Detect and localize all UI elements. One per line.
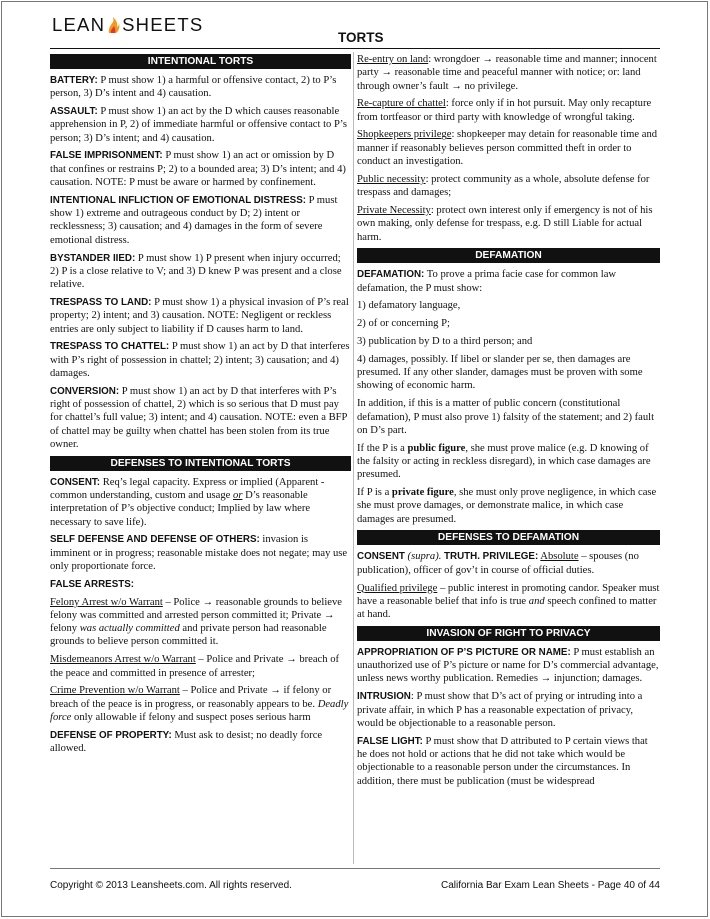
consent-text-1: Req’s legal capacity. Express or implied (Apparent - common understanding, custom and usage: [50, 476, 325, 502]
appropriation-label: APPROPRIATION OF P’S PICTURE OR NAME:: [357, 646, 571, 658]
qualified-privilege-title: Qualified privilege: [357, 582, 438, 594]
felony-arrest-paragraph: [50, 596, 351, 649]
assault-paragraph: [50, 105, 351, 145]
absolute-title: Absolute: [540, 551, 579, 563]
false-imprisonment-text: P must show 1) an act or omission by D that confines or restrains P; 2) to a bounded area; 3) D’s intent; and 4) causation. NOTE: P must be aware or harmed by confinement.: [50, 150, 346, 189]
footer-divider: [50, 868, 660, 869]
trespass-to-chattel-label: TRESPASS TO CHATTEL:: [50, 341, 170, 353]
conversion-label: CONVERSION:: [50, 385, 120, 397]
false-imprisonment-label: FALSE IMPRISONMENT:: [50, 150, 163, 162]
false-arrests-label: FALSE ARRESTS:: [50, 578, 135, 590]
false-imprisonment-paragraph: [50, 149, 351, 189]
flame-icon: [107, 17, 120, 34]
section-header-intentional-torts: INTENTIONAL TORTS: [50, 54, 351, 69]
crime-prevention-text-2: only allowable if felony and suspect poses serious harm: [71, 711, 311, 723]
crime-prevention-title: Crime Prevention w/o Warrant: [50, 685, 180, 697]
footer-page-info: California Bar Exam Lean Sheets - Page 40 of 44: [440, 880, 660, 891]
public-figure-text-1: If the P is a: [357, 442, 408, 454]
bystander-iied-label: BYSTANDER IIED:: [50, 252, 136, 264]
bystander-iied-paragraph: [50, 252, 351, 292]
recapture-title: Re-capture of chattel: [357, 98, 446, 110]
section-header-defamation: DEFAMATION: [357, 248, 660, 263]
private-figure-text-1: If P is a: [357, 487, 392, 499]
defamation-paragraph: [357, 268, 660, 295]
battery-label: BATTERY:: [50, 75, 98, 86]
public-figure-bold: public figure: [407, 442, 466, 454]
trespass-to-chattel-paragraph: [50, 340, 351, 380]
qualified-privilege-text-1: – public interest in promoting candor. Speaker must have a reasonable belief that info is true: [357, 582, 660, 607]
consent-label-right: CONSENT: [357, 551, 405, 563]
shopkeepers-title: Shopkeepers privilege: [357, 129, 452, 141]
consent-paragraph: [50, 476, 351, 529]
private-necessity-text: : protect own interest only if emergency is not of his own making, only defense for trespass, e.g. D still Liable for actual harm.: [357, 204, 653, 243]
qualified-privilege-paragraph: [357, 582, 660, 622]
section-header-defenses-defamation: DEFENSES TO DEFAMATION: [357, 530, 660, 545]
iied-paragraph: [50, 194, 351, 247]
right-column: [357, 53, 660, 792]
defamation-element-3: 3) publication by D to a third person; and: [357, 336, 533, 348]
public-necessity-text: : protect community as a whole, absolute defense for trespass and damages;: [357, 173, 650, 199]
logo-text-lean: LEAN: [52, 14, 106, 35]
leansheets-logo: [52, 14, 203, 36]
qualified-privilege-text-2: speech confined to matter at hand.: [357, 595, 657, 621]
trespass-to-land-paragraph: [50, 296, 351, 336]
false-light-label: FALSE LIGHT:: [357, 735, 423, 747]
consent-supra: (supra).: [404, 551, 445, 563]
private-necessity-title: Private Necessity: [357, 204, 431, 216]
crime-prevention-text-1: – Police and Private → if felony or breach of the peace is in progress, or reasonably appears to be.: [50, 685, 332, 710]
intrusion-paragraph: [357, 690, 660, 730]
felony-arrest-title: Felony Arrest w/o Warrant: [50, 596, 163, 608]
appropriation-paragraph: [357, 646, 660, 686]
defense-of-property-label: DEFENSE OF PROPERTY:: [50, 729, 172, 741]
self-defense-paragraph: [50, 533, 351, 573]
consent-label: CONSENT:: [50, 476, 101, 488]
consent-text-2: D’s reasonable interpretation of P’s objective conduct; Implied by law where necessary to save life).: [50, 490, 311, 528]
public-concern-paragraph: In addition, if this is a matter of public concern (constitutional defamation), P must also prove 1) falsity of the statement; and 2) fault on D’s part.: [357, 398, 655, 436]
crime-prevention-paragraph: [50, 684, 351, 724]
defense-of-property-paragraph: [50, 729, 351, 756]
misdemeanor-arrest-title: Misdemeanors Arrest w/o Warrant: [50, 654, 196, 666]
defamation-text: To prove a prima facie case for common law defamation, the P must show:: [357, 269, 617, 294]
trespass-to-chattel-text: P must show 1) an act by D that interferes with P’s right of possession in chattel; 2) intent; 3) causation; and 4) damages.: [50, 341, 350, 379]
qualified-privilege-and: and: [528, 595, 545, 607]
public-figure-text-2: , she must prove malice (e.g. D knowing of the falsity or acting in reckless disregard), in which case damages are presumed.: [357, 442, 651, 481]
misdemeanor-arrest-text: – Police and Private → breach of the peace and committed in presence of arrester;: [50, 654, 340, 679]
private-figure-text-2: , she must only prove negligence, in which case she must prove damages, or demonstrate malice, in which case damages are presumed.: [357, 487, 657, 525]
felony-arrest-text-1: – Police → reasonable grounds to believe felony was committed and arrested person committed it; Private → felony: [50, 596, 342, 635]
recapture-paragraph: [357, 97, 660, 124]
assault-label: ASSAULT:: [50, 106, 98, 118]
private-figure-paragraph: [357, 486, 660, 526]
shopkeepers-paragraph: [357, 128, 660, 168]
false-light-paragraph: [357, 735, 660, 788]
iied-text: P must show 1) extreme and outrageous conduct by D; 2) intent or recklessness; 3) causation; and 4) damages in the form of severe emotional distress.: [50, 194, 338, 246]
defamation-element-2: 2) of or concerning P;: [357, 318, 450, 330]
consent-or: or: [233, 490, 243, 502]
absolute-text: – spouses (no publication), officer of gov’t in course of official duties.: [357, 551, 639, 576]
public-figure-paragraph: [357, 442, 660, 482]
section-header-defenses-intentional-torts: DEFENSES TO INTENTIONAL TORTS: [50, 456, 351, 471]
defamation-element-1: 1) defamatory language,: [357, 300, 461, 312]
page-title: TORTS: [338, 30, 384, 45]
private-figure-bold: private figure: [391, 487, 454, 499]
crime-prevention-italic: Deadly force: [50, 698, 349, 723]
shopkeepers-text: : shopkeeper may detain for reasonable time and manner if reasonably believes person committed theft in order to conduct an investigation.: [357, 129, 658, 168]
consent-truth-privilege-paragraph: [357, 550, 660, 577]
footer-copyright: Copyright © 2013 Leansheets.com. All rights reserved.: [50, 880, 292, 891]
public-necessity-title: Public necessity: [357, 173, 426, 185]
misdemeanor-arrest-paragraph: [50, 653, 351, 680]
public-necessity-paragraph: [357, 173, 660, 200]
battery-paragraph: [50, 74, 351, 101]
defense-of-property-text: Must ask to desist; no deadly force allowed.: [50, 729, 323, 755]
trespass-to-land-text: P must show 1) a physical invasion of P’s real property; 2) intent; and 3) causation. NOTE: Negligent or reckless entries are only subject to liability if D causes harm to land.: [50, 296, 349, 335]
self-defense-label: SELF DEFENSE AND DEFENSE OF OTHERS:: [50, 534, 260, 546]
truth-privilege-label: TRUTH. PRIVILEGE:: [444, 551, 539, 563]
trespass-to-land-label: TRESPASS TO LAND:: [50, 296, 152, 308]
false-light-text: P must show that D attributed to P certain views that he does not hold or actions that he did not take which would be objectionable to a reasonable person under the circumstances. In addition, there must be publication (must be widespread: [357, 735, 648, 787]
reentry-title: Re-entry on land: [357, 54, 429, 65]
felony-arrest-text-2: and private person had reasonable grounds to believe person committed it.: [50, 623, 327, 648]
battery-text: P must show 1) a harmful or offensive contact, 2) to P’s person, 3) D’s intent and 4) causation.: [50, 75, 337, 100]
conversion-text: P must show 1) an act by D that interferes with P’s right of possession of chattel, 2) which is so serious that D must pay for chattel’s full value; 3) intent; and 4) causation. NOTE: even a BFP of chattel may be guilty when chattel has been stolen from its true owner.: [50, 385, 348, 450]
self-defense-text: invasion is imminent or in progress; reasonable mistake does not negate; may use only proportionate force.: [50, 534, 348, 572]
private-necessity-paragraph: [357, 204, 660, 244]
intrusion-text: : P must show that D’s act of prying or intruding into a private affair, in which P has a reasonable expectation of privacy, would be objectionable to a reasonable person.: [357, 691, 643, 729]
iied-label: INTENTIONAL INFLICTION OF EMOTIONAL DISTRESS:: [50, 194, 306, 206]
section-header-privacy: INVASION OF RIGHT TO PRIVACY: [357, 626, 660, 641]
false-arrests-heading: [50, 578, 351, 591]
intrusion-label: INTRUSION: [357, 691, 411, 703]
appropriation-text: P must establish an unauthorized use of P’s picture or name for D’s commercial advantage, unless news worthy publication. Remedies → injunction; damages.: [357, 646, 659, 685]
header-divider: [50, 48, 660, 49]
logo-text-sheets: SHEETS: [122, 14, 204, 35]
felony-arrest-italic: was actually committed: [79, 623, 180, 635]
reentry-text: : wrongdoer → reasonable time and manner; innocent party → reasonable time and peaceful manner with notice; or: land through owner’s fault → no privilege.: [357, 54, 657, 92]
conversion-paragraph: [50, 385, 351, 451]
defamation-label: DEFAMATION:: [357, 269, 425, 281]
defamation-element-4: 4) damages, possibly. If libel or slander per se, then damages are presumed. If any other slander, damages must be proven with some showing of economic harm.: [357, 353, 643, 392]
reentry-paragraph: [357, 53, 660, 93]
column-divider: [353, 52, 354, 864]
assault-text: P must show 1) an act by the D which causes reasonable apprehension in P, 2) of immediate harmful or offensive contact to P’s person; 3) D’s intent; and 4) causation.: [50, 106, 347, 144]
bystander-iied-text: P must show 1) P present when injury occurred; 2) P is a close relative to V; and 3) D knew P was present and a close relative.: [50, 252, 342, 291]
left-column: [50, 53, 351, 760]
recapture-text: : force only if in hot pursuit. May only recapture from tortfeasor or third party with knowledge of wrongful taking.: [357, 98, 652, 123]
